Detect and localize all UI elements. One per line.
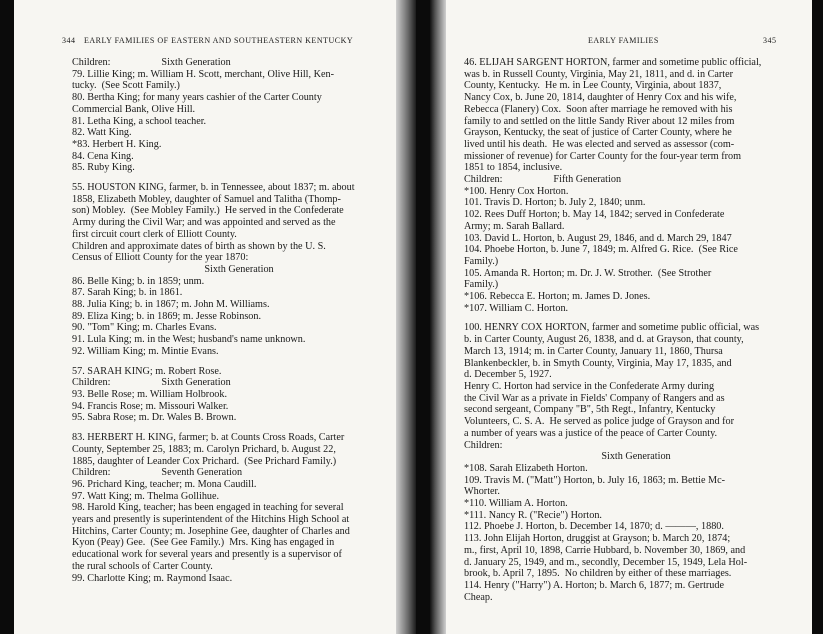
right-text-line: d. December 5, 1927.	[464, 369, 552, 381]
right-text-line: Blankenbeckler, b. in Smyth County, Virginia, May 17, 1835, and	[464, 357, 732, 369]
right-text-line: Family.)	[464, 255, 499, 267]
left-text-line	[72, 424, 406, 432]
right-body-text	[464, 57, 808, 603]
right-text-line: 46. ELIJAH SARGENT HORTON, farmer and sometime public official,	[464, 57, 762, 68]
left-text-line: 1885, daughter of Leander Cox Prichard. (See Prichard Family.)	[72, 455, 337, 467]
right-text-line: brook, b. April 7, 1895. No children by either of these marriages.	[464, 568, 732, 580]
left-text-line: *83. Herbert H. King.	[72, 138, 162, 150]
left-text-line: 96. Prichard King, teacher; m. Mona Caudill.	[72, 478, 257, 490]
left-text-line: 88. Julia King; b. in 1867; m. John M. Williams.	[72, 299, 270, 311]
left-gutter-shadow	[396, 0, 416, 634]
right-text-line: Children:	[464, 439, 503, 451]
right-text-line: *100. Henry Cox Horton.	[464, 185, 569, 197]
right-text-line: 101. Travis D. Horton; b. July 2, 1840; unm.	[464, 197, 646, 209]
right-text-line: was b. in Russell County, Virginia, May 21, 1811, and d. in Carter	[464, 68, 734, 80]
left-text-line: son) Mobley. (See Mobley Family.) He served in the Confederate	[72, 205, 344, 217]
right-text-line	[464, 314, 808, 322]
left-text-line: Kyon (Peay) Gee. (See Gee Family.) Mrs. King has engaged in	[72, 537, 335, 549]
right-text-line: 104. Phoebe Horton, b. June 7, 1849; m. Alfred G. Rice. (See Rice	[464, 244, 738, 256]
right-page	[430, 0, 812, 634]
left-text-line: Census of Elliott County for the year 1870:	[72, 252, 249, 264]
right-text-line: March 13, 1914; m. in Carter County, January 11, 1860, Thursa	[464, 345, 723, 357]
right-text-line: 109. Travis M. ("Matt") Horton, b. July 16, 1863; m. Bettie Mc-	[464, 474, 726, 486]
left-text-line: 83. HERBERT H. KING, farmer; b. at Counts Cross Roads, Carter	[72, 432, 345, 444]
right-text-line: *106. Rebecca E. Horton; m. James D. Jones.	[464, 291, 651, 303]
left-text-line: 99. Charlotte King; m. Raymond Isaac.	[72, 572, 233, 584]
left-text-line: 93. Belle Rose; m. William Holbrook.	[72, 388, 228, 400]
left-text-line: 85. Ruby King.	[72, 162, 135, 174]
left-text-line: 1858, Elizabeth Mobley, daughter of Samuel and Talitha (Thomp-	[72, 193, 341, 205]
right-text-line: Family.)	[464, 279, 499, 291]
right-text-line: second sergeant, Company "B", 5th Regt., Infantry, Kentucky	[464, 404, 716, 416]
right-text-line: 114. Henry ("Harry") A. Horton; b. March 6, 1877; m. Gertrude	[464, 579, 725, 591]
left-text-line: Children and approximate dates of birth as shown by the U. S.	[72, 240, 326, 252]
right-text-line: 103. David L. Horton, b. August 29, 1846, and d. March 29, 1847	[464, 232, 732, 244]
right-gutter-shadow	[430, 0, 446, 634]
right-text-line: *107. William C. Horton.	[464, 302, 569, 314]
left-text-line	[72, 174, 406, 182]
right-text-line: Henry C. Horton had service in the Confederate Army during	[464, 380, 715, 392]
left-text-line: 95. Sabra Rose; m. Dr. Wales B. Brown.	[72, 412, 237, 424]
right-text-line: 102. Rees Duff Horton; b. May 14, 1842; served in Confederate	[464, 209, 725, 221]
right-text-line: Grayson, Kentucky, the seat of justice of Carter County, where he	[464, 127, 732, 139]
right-text-line: *111. Nancy R. ("Recie") Horton.	[464, 509, 602, 521]
right-text-line: Whorter.	[464, 486, 500, 498]
right-running-head: EARLY FAMILIES	[588, 36, 659, 45]
right-text-line: 113. John Elijah Horton, druggist at Grayson; b. March 20, 1874;	[464, 533, 731, 545]
left-page-number: 344	[62, 36, 76, 45]
left-text-line: Hitchins, Carter County; m. Josephine Gee, daughter of Charles and	[72, 525, 350, 537]
left-text-line: Army during the Civil War; and was appointed and served as the	[72, 217, 336, 229]
right-text-line: Rebecca (Flanery) Cox. Soon after marriage he removed with his	[464, 103, 733, 115]
left-text-line: 82. Watt King.	[72, 127, 132, 139]
left-running-head: EARLY FAMILIES OF EASTERN AND SOUTHEASTERN KENTUCKY	[84, 36, 354, 45]
left-text-line: 81. Letha King, a school teacher.	[72, 115, 207, 127]
right-text-line: family to and settled on the little Sandy River about 12 miles from	[464, 115, 735, 127]
left-text-line: educational work for several years and presently is a supervisor of	[72, 549, 342, 561]
right-text-line: 1851 to 1854, inclusive.	[464, 162, 563, 174]
left-text-line: 87. Sarah King; b. in 1861.	[72, 287, 183, 299]
right-text-line: Sixth Generation	[601, 451, 671, 463]
right-text-line: Children: Fifth Generation	[464, 174, 622, 186]
right-text-line: *108. Sarah Elizabeth Horton.	[464, 462, 588, 474]
left-text-line: Commercial Bank, Olive Hill.	[72, 103, 196, 115]
left-text-line: 84. Cena King.	[72, 150, 134, 162]
left-text-line: 57. SARAH KING; m. Robert Rose.	[72, 365, 222, 377]
left-page	[14, 0, 416, 634]
left-text-line: 55. HOUSTON KING, farmer, b. in Tennessee, about 1837; m. about	[72, 182, 355, 194]
left-text-line: 79. Lillie King; m. William H. Scott, merchant, Olive Hill, Ken-	[72, 68, 334, 80]
right-text-line: b. in Carter County, August 26, 1838, and d. at Grayson, that county,	[464, 334, 744, 346]
left-text-line: Children: Sixth Generation	[72, 377, 231, 389]
right-text-line: Cheap.	[464, 591, 493, 603]
left-text-line: 90. "Tom" King; m. Charles Evans.	[72, 322, 217, 334]
right-text-line: 105. Amanda R. Horton; m. Dr. J. W. Strother. (See Strother	[464, 267, 712, 279]
left-text-line: Children: Sixth Generation	[72, 57, 231, 68]
right-text-line: lived until his death. He was elected and served as assessor (com-	[464, 138, 735, 150]
right-text-line: 100. HENRY COX HORTON, farmer and sometime public official, was	[464, 322, 760, 334]
right-text-line: m., first, April 10, 1898, Carrie Hubbard, b. November 30, 1869, and	[464, 544, 746, 556]
left-text-line: 80. Bertha King; for many years cashier of the Carter County	[72, 92, 322, 104]
left-text-line: tucky. (See Scott Family.)	[72, 80, 180, 92]
left-text-line: Sixth Generation	[204, 263, 274, 275]
right-text-line: 112. Phoebe J. Horton, b. December 14, 1870; d. ———, 1880.	[464, 521, 724, 533]
right-text-line: Volunteers, C. S. A. He served as police judge of Grayson and for	[464, 416, 735, 428]
right-text-line: Army; m. Sarah Ballard.	[464, 220, 565, 232]
right-text-line: a number of years was a justice of the peace of Carter County.	[464, 427, 718, 439]
left-text-line: County, September 25, 1883; m. Carolyn Prichard, b. August 22,	[72, 443, 336, 455]
right-text-line: d. January 25, 1949, and m., secondly, December 15, 1949, Lela Hol-	[464, 556, 748, 568]
left-text-line: first circuit court clerk of Elliott County.	[72, 228, 237, 240]
left-text-line	[72, 358, 406, 366]
left-text-line: 91. Lula King; m. in the West; husband's name unknown.	[72, 334, 306, 346]
right-page-number: 345	[763, 36, 777, 45]
right-text-line: County, Kentucky. He m. in Lee County, Virginia, about 1837,	[464, 80, 722, 92]
left-body-text	[72, 57, 406, 584]
left-text-line: 89. Eliza King; b. in 1869; m. Jesse Robinson.	[72, 310, 262, 322]
right-text-line: Nancy Cox, b. June 20, 1814, daughter of Henry Cox and his wife,	[464, 92, 737, 104]
left-text-line: the rural schools of Carter County.	[72, 560, 213, 572]
right-text-line: the Civil War as a private in Fields' Company of Rangers and as	[464, 392, 725, 404]
left-text-line: 98. Harold King, teacher; has been engaged in teaching for several	[72, 502, 344, 514]
right-text-line: *110. William A. Horton.	[464, 498, 568, 510]
left-text-line: 94. Francis Rose; m. Missouri Walker.	[72, 400, 229, 412]
left-text-line: 92. William King; m. Mintie Evans.	[72, 345, 219, 357]
left-text-line: 86. Belle King; b. in 1859; unm.	[72, 275, 205, 287]
right-text-line: missioner of revenue) for Carter County for the four-year term from	[464, 150, 742, 162]
left-text-line: Children: Seventh Generation	[72, 467, 243, 479]
left-text-line: 97. Watt King; m. Thelma Gollihue.	[72, 490, 220, 502]
left-text-line: years and presently is superintendent of the Hitchins High School at	[72, 514, 350, 526]
